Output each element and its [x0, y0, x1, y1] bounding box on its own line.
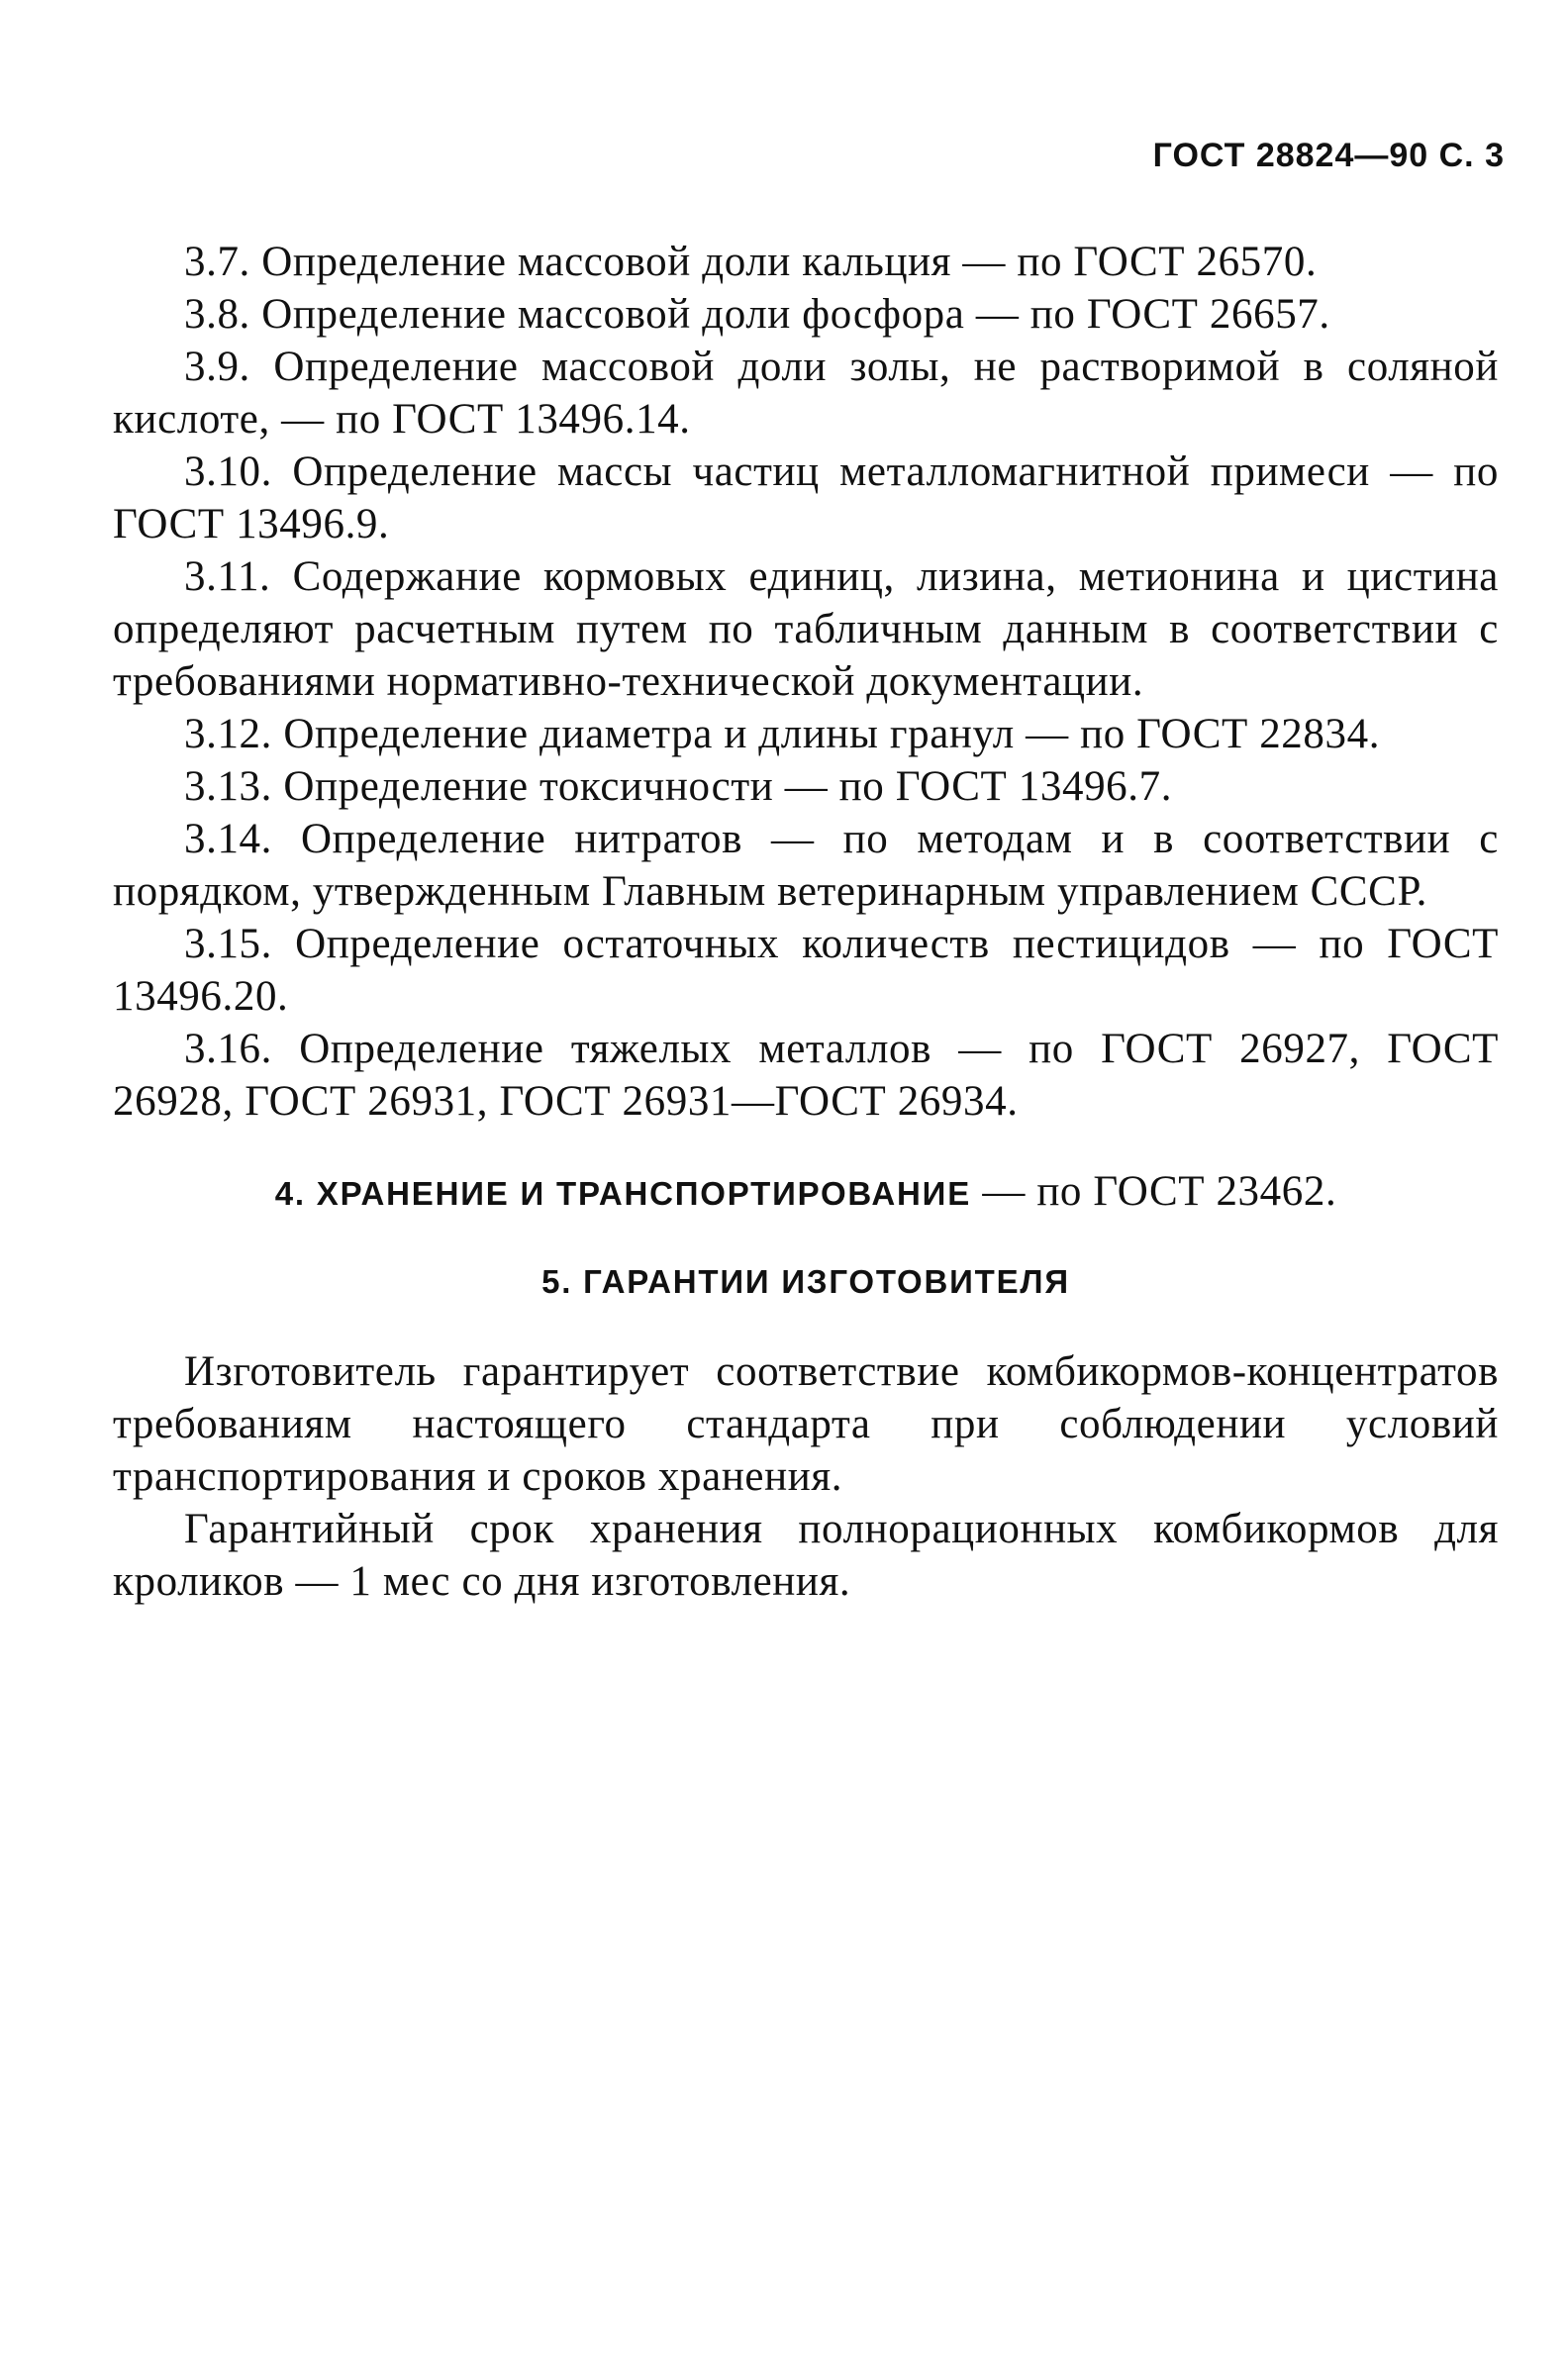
section-4-title: 4. ХРАНЕНИЕ И ТРАНСПОРТИРОВАНИЕ [274, 1175, 972, 1212]
section-5-title: 5. ГАРАНТИИ ИЗГОТОВИТЕЛЯ [541, 1263, 1070, 1300]
clause-3-12: 3.12. Определение диаметра и длины гранул — по ГОСТ 22834. [184, 711, 1381, 757]
clause-3-9: 3.9. Определение массовой доли золы, не растворимой в соляной кислоте, — по ГОСТ 13496.14. [113, 344, 1499, 443]
guarantee-paragraph: Изготовитель гарантирует соответствие комбикормов-концентратов требованиям настоящего стандарта при соблюдении условий транспортирования и сроков хранения. [113, 1348, 1499, 1500]
section-4-heading [113, 1165, 1499, 1220]
document-body [113, 236, 1499, 1608]
clause-3-10: 3.10. Определение массы частиц металломагнитной примеси — по ГОСТ 13496.9. [113, 448, 1499, 547]
running-header: ГОСТ 28824—90 С. 3 [1152, 137, 1505, 174]
section-5-heading [113, 1253, 1499, 1308]
clause-3-15: 3.15. Определение остаточных количеств пестицидов — по ГОСТ 13496.20. [113, 921, 1499, 1020]
clause-3-8: 3.8. Определение массовой доли фосфора — по ГОСТ 26657. [184, 291, 1330, 338]
clause-3-7: 3.7. Определение массовой доли кальция — по ГОСТ 26570. [184, 239, 1318, 285]
clause-3-16: 3.16. Определение тяжелых металлов — по ГОСТ 26927, ГОСТ 26928, ГОСТ 26931, ГОСТ 26931—ГОСТ 26934. [113, 1026, 1499, 1125]
clause-3-13: 3.13. Определение токсичности — по ГОСТ 13496.7. [184, 763, 1173, 810]
clause-3-14: 3.14. Определение нитратов — по методам и в соответствии с порядком, утвержденным Главным ветеринарным управлением СССР. [113, 816, 1499, 915]
shelf-life-paragraph: Гарантийный срок хранения полнорационных комбикормов для кроликов — 1 мес со дня изготовления. [113, 1506, 1499, 1605]
clause-3-11: 3.11. Содержание кормовых единиц, лизина, метионина и цистина определяют расчетным путем по табличным данным в соответствии с требованиями нормативно-технической документации. [113, 553, 1499, 705]
section-4-reference: — по ГОСТ 23462. [971, 1168, 1337, 1215]
